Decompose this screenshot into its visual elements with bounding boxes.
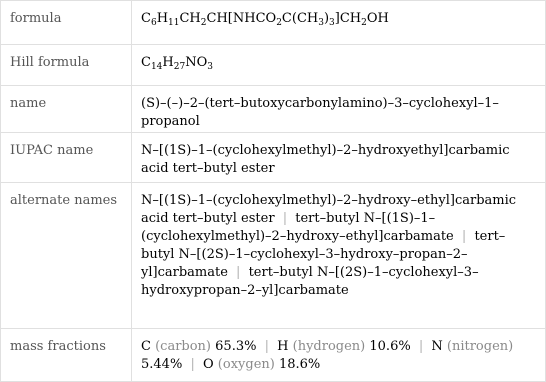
hill-formula-value: $C_{14}H_{27}NO_3$ (132, 45, 546, 86)
name-row (1, 86, 546, 133)
separator: | (190, 357, 195, 372)
alternate-name: tert–butyl N–[(1S)–1–(cyclohexylmethyl)–2–hydroxy–ethyl]carbamate (141, 211, 454, 244)
element-fraction: 10.6% (369, 339, 411, 354)
element-symbol: C (141, 339, 151, 354)
formula-row (1, 1, 546, 45)
separator: | (418, 339, 424, 354)
name-value: (S)–(–)–2–(tert–butoxycarbonylamino)–3–cyclohexyl–1–propanol (132, 86, 546, 133)
element-fraction: 5.44% (141, 357, 183, 372)
element-symbol: N (431, 339, 443, 354)
separator: | (236, 265, 241, 280)
iupac-name-value: N–[(1S)–1–(cyclohexylmethyl)–2–hydroxyethyl]carbamic acid tert–butyl ester (132, 133, 546, 183)
mass-fractions-value (132, 329, 546, 382)
element-symbol: O (202, 357, 214, 372)
element-name: (hydrogen) (292, 339, 366, 354)
hill-formula-label: Hill formula (1, 45, 132, 86)
alternate-names-value (132, 183, 546, 329)
element-symbol: H (277, 339, 289, 354)
separator: | (282, 211, 288, 226)
mass-fractions-row (1, 329, 546, 382)
name-label: name (1, 86, 132, 133)
element-name: (carbon) (155, 339, 212, 354)
alternate-name: tert–butyl N–[(2S)–1–cyclohexyl–3–hydroxy–propan–2–yl]carbamate (141, 229, 506, 280)
formula-label: formula (1, 1, 132, 45)
alternate-names-label: alternate names (1, 183, 132, 329)
element-name: (nitrogen) (446, 339, 514, 354)
formula-value: $C_6H_{11}CH_2CH[NHCO_2C(CH_3)_3]CH_2OH$ (132, 1, 546, 45)
separator: | (461, 229, 467, 244)
element-name: (oxygen) (217, 357, 275, 372)
element-fraction: 18.6% (278, 357, 321, 372)
element-fraction: 65.3% (215, 339, 257, 354)
hill-formula-row (1, 45, 546, 86)
alternate-name: N–[(1S)–1–(cyclohexylmethyl)–2–hydroxy–ethyl]carbamic acid tert–butyl ester (141, 193, 517, 226)
iupac-name-label: IUPAC name (1, 133, 132, 183)
mass-fractions-label: mass fractions (1, 329, 132, 382)
alternate-names-row (1, 183, 546, 329)
separator: | (264, 339, 269, 354)
iupac-name-row (1, 133, 546, 183)
alternate-name: tert–butyl N–[(2S)–1–cyclohexyl–3–hydroxypropan–2–yl]carbamate (141, 265, 479, 298)
